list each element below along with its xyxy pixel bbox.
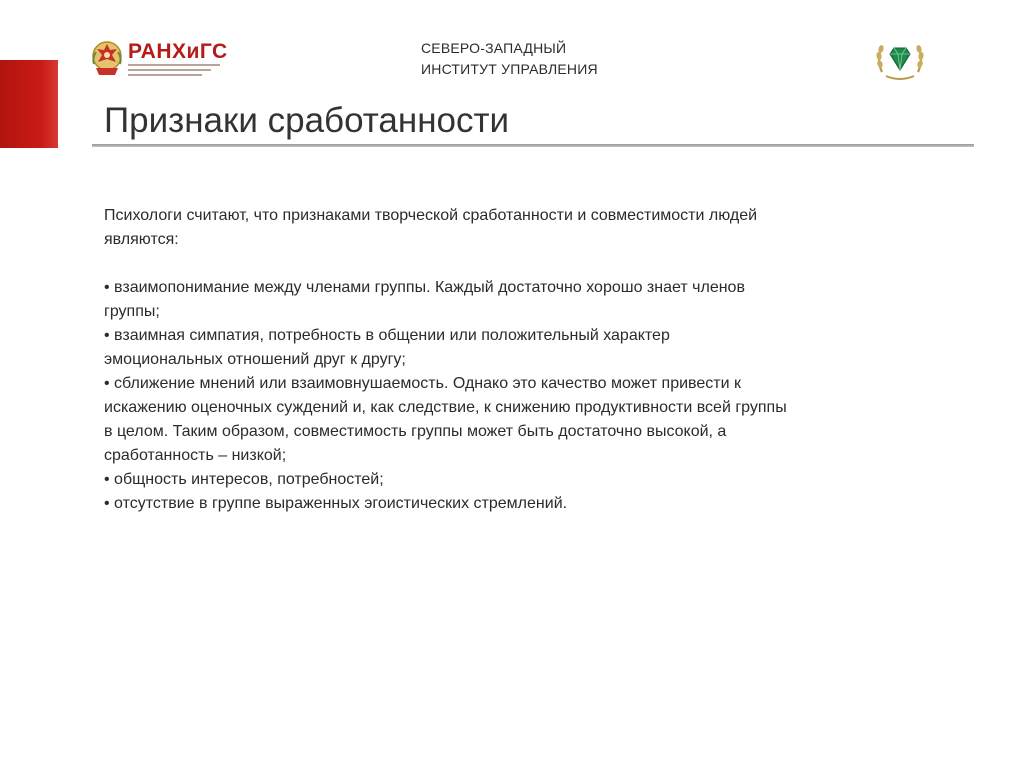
red-accent-bar xyxy=(0,60,58,148)
bullet-line: • взаимопонимание между членами группы. Каждый достаточно хорошо знает членов xyxy=(104,279,745,296)
institute-line-2: ИНСТИТУТ УПРАВЛЕНИЯ xyxy=(421,61,598,77)
ranepa-eagle-emblem-icon xyxy=(90,38,124,78)
ranepa-logo xyxy=(90,38,228,80)
slide-title: Признаки сработанности xyxy=(104,101,510,140)
bullet-line: • отсутствие в группе выраженных эгоистических стремлений. xyxy=(104,495,568,512)
bullet-line: эмоциональных отношений друг к другу; xyxy=(104,351,406,368)
bullet-line: искажению оценочных суждений и, как следствие, к снижению продуктивности всей группы xyxy=(104,399,787,416)
title-divider xyxy=(92,144,974,147)
ranepa-wordmark: РАНХиГС xyxy=(128,40,228,63)
institute-line-1: СЕВЕРО-ЗАПАДНЫЙ xyxy=(421,40,567,56)
bullet-line: сработанность – низкой; xyxy=(104,447,287,464)
bullet-line: • общность интересов, потребностей; xyxy=(104,471,384,488)
emerald-laurel-emblem-icon xyxy=(872,34,928,86)
intro-paragraph xyxy=(104,204,974,252)
bullet-line: • взаимная симпатия, потребность в общении или положительный характер xyxy=(104,327,670,344)
ranepa-tagline-decoration xyxy=(128,64,220,79)
intro-line: Психологи считают, что признаками творческой сработанности и совместимости людей xyxy=(104,207,758,224)
bullet-list xyxy=(104,276,974,516)
intro-line: являются: xyxy=(104,231,179,248)
institute-name xyxy=(421,38,598,80)
bullet-line: • сближение мнений или взаимовнушаемость. Однако это качество может привести к xyxy=(104,375,741,392)
slide-body xyxy=(104,204,974,516)
bullet-line: в целом. Таким образом, совместимость группы может быть достаточно высокой, а xyxy=(104,423,727,440)
bullet-line: группы; xyxy=(104,303,160,320)
